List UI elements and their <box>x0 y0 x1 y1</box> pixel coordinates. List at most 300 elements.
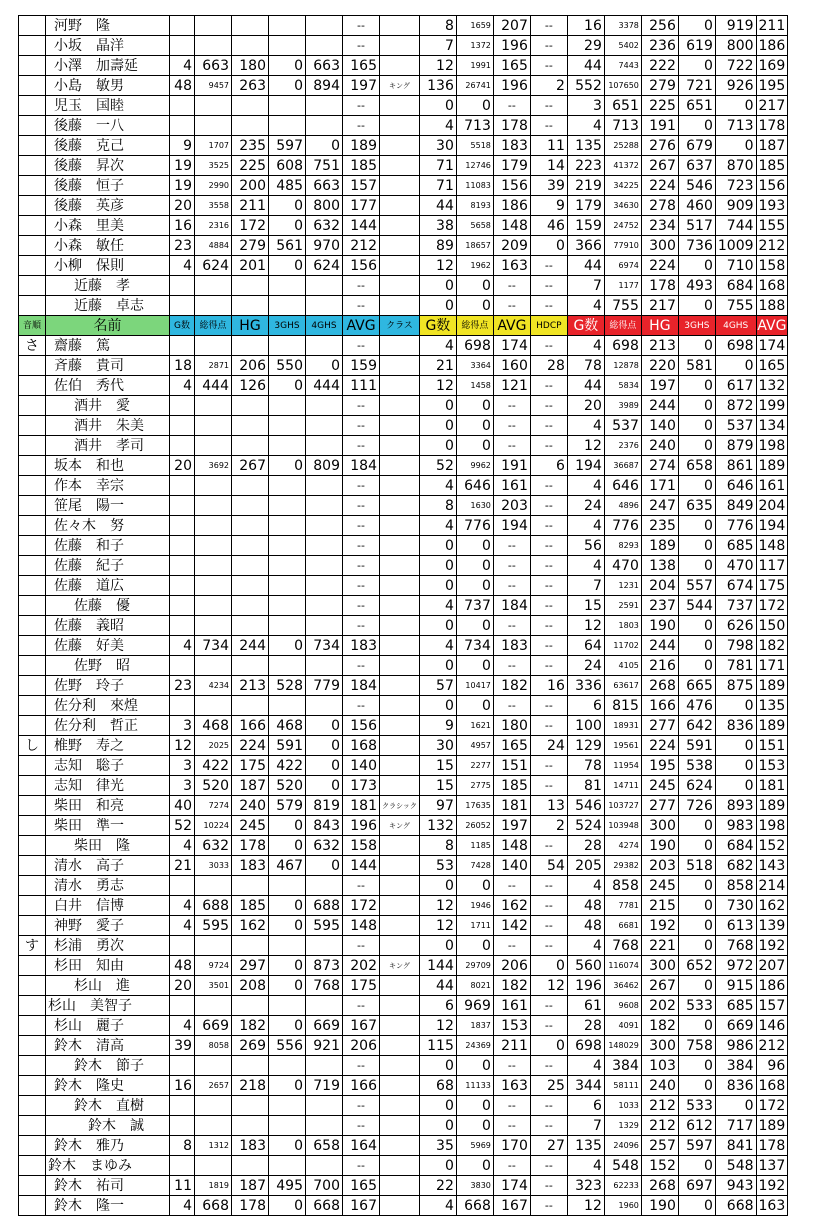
cell-hdcp: 25 <box>530 1076 567 1096</box>
cell-4ghs <box>306 516 343 536</box>
cell-avg: 177 <box>343 196 380 216</box>
cell-kana <box>19 656 46 676</box>
cell-avg: 158 <box>343 836 380 856</box>
cell-season-games: 12 <box>419 896 456 916</box>
table-row <box>19 1156 788 1176</box>
cell-class <box>380 1116 420 1136</box>
cell-all-hg: 268 <box>641 1176 678 1196</box>
cell-season-games: 4 <box>419 476 456 496</box>
cell-name: 小島 敏男 <box>46 76 170 96</box>
cell-season-avg: -- <box>493 436 530 456</box>
cell-avg: 156 <box>343 256 380 276</box>
table-row <box>19 56 788 76</box>
cell-all-4ghs: 723 <box>715 176 756 196</box>
cell-all-avg: 186 <box>756 36 788 56</box>
cell-all-games: 81 <box>567 776 604 796</box>
cell-all-hg: 152 <box>641 1156 678 1176</box>
cell-3ghs: 0 <box>269 956 306 976</box>
cell-all-4ghs: 0 <box>715 96 756 116</box>
cell-all-3ghs: 493 <box>678 276 715 296</box>
cell-kana <box>19 856 46 876</box>
cell-hdcp: 27 <box>530 1136 567 1156</box>
cell-all-4ghs: 548 <box>715 1156 756 1176</box>
cell-games: 23 <box>170 676 195 696</box>
cell-all-hg: 202 <box>641 996 678 1016</box>
cell-all-avg: 172 <box>756 596 788 616</box>
cell-total: 9724 <box>195 956 232 976</box>
cell-games <box>170 116 195 136</box>
cell-all-games: 44 <box>567 376 604 396</box>
cell-all-3ghs: 460 <box>678 196 715 216</box>
cell-hdcp: 39 <box>530 176 567 196</box>
cell-avg: 165 <box>343 1176 380 1196</box>
cell-avg: 175 <box>343 976 380 996</box>
cell-games <box>170 36 195 56</box>
cell-all-total: 1329 <box>604 1116 641 1136</box>
cell-3ghs <box>269 16 306 36</box>
cell-season-avg: 163 <box>493 256 530 276</box>
cell-all-4ghs: 0 <box>715 736 756 756</box>
cell-all-3ghs: 624 <box>678 776 715 796</box>
cell-name: 志知 律光 <box>46 776 170 796</box>
cell-hg: 183 <box>232 856 269 876</box>
cell-all-hg: 217 <box>641 296 678 316</box>
cell-4ghs: 444 <box>306 376 343 396</box>
cell-hdcp: 6 <box>530 456 567 476</box>
cell-all-total: 1803 <box>604 616 641 636</box>
cell-season-total: 0 <box>456 616 493 636</box>
cell-class <box>380 916 420 936</box>
cell-kana <box>19 416 46 436</box>
cell-season-games: 0 <box>419 1116 456 1136</box>
table-row <box>19 276 788 296</box>
cell-hdcp: -- <box>530 876 567 896</box>
cell-avg: 196 <box>343 816 380 836</box>
cell-avg: -- <box>343 116 380 136</box>
cell-all-total: 24752 <box>604 216 641 236</box>
cell-class <box>380 516 420 536</box>
cell-hg: 187 <box>232 776 269 796</box>
cell-all-3ghs: 581 <box>678 356 715 376</box>
cell-all-games: 56 <box>567 536 604 556</box>
cell-avg: -- <box>343 996 380 1016</box>
cell-hdcp: 2 <box>530 76 567 96</box>
cell-total <box>195 476 232 496</box>
cell-games <box>170 1156 195 1176</box>
header-kana: 音順 <box>19 316 46 336</box>
cell-avg: -- <box>343 1096 380 1116</box>
cell-all-hg: 300 <box>641 1036 678 1056</box>
cell-class <box>380 736 420 756</box>
cell-season-total: 0 <box>456 696 493 716</box>
cell-season-games: 38 <box>419 216 456 236</box>
cell-name: 小柳 保則 <box>46 256 170 276</box>
cell-season-games: 35 <box>419 1136 456 1156</box>
cell-all-games: 4 <box>567 336 604 356</box>
cell-hg: 297 <box>232 956 269 976</box>
cell-all-games: 552 <box>567 76 604 96</box>
cell-kana: す <box>19 936 46 956</box>
cell-games <box>170 436 195 456</box>
cell-hdcp: -- <box>530 776 567 796</box>
cell-avg: 184 <box>343 676 380 696</box>
cell-season-total: 11133 <box>456 1076 493 1096</box>
cell-name: 佐藤 優 <box>46 596 170 616</box>
cell-name: 河野 隆 <box>46 16 170 36</box>
cell-season-avg: 161 <box>493 996 530 1016</box>
cell-avg: -- <box>343 556 380 576</box>
cell-3ghs <box>269 1156 306 1176</box>
header-season-games: G数 <box>419 316 456 336</box>
cell-4ghs <box>306 536 343 556</box>
table-header <box>19 316 788 336</box>
cell-total: 3692 <box>195 456 232 476</box>
cell-total <box>195 536 232 556</box>
table-row <box>19 196 788 216</box>
cell-all-hg: 244 <box>641 396 678 416</box>
cell-all-3ghs: 758 <box>678 1036 715 1056</box>
cell-all-hg: 267 <box>641 156 678 176</box>
cell-hg: 225 <box>232 156 269 176</box>
cell-4ghs: 719 <box>306 1076 343 1096</box>
cell-all-total: 2376 <box>604 436 641 456</box>
cell-4ghs <box>306 616 343 636</box>
cell-all-hg: 166 <box>641 696 678 716</box>
cell-season-games: 0 <box>419 96 456 116</box>
cell-season-total: 0 <box>456 276 493 296</box>
cell-class <box>380 856 420 876</box>
cell-all-avg: 137 <box>756 1156 788 1176</box>
cell-season-avg: 180 <box>493 716 530 736</box>
cell-name: 鈴木 直樹 <box>46 1096 170 1116</box>
cell-total: 2990 <box>195 176 232 196</box>
cell-4ghs <box>306 1156 343 1176</box>
cell-4ghs: 809 <box>306 456 343 476</box>
cell-games <box>170 656 195 676</box>
cell-avg: 166 <box>343 1076 380 1096</box>
cell-all-4ghs: 537 <box>715 416 756 436</box>
cell-all-hg: 221 <box>641 936 678 956</box>
cell-all-games: 336 <box>567 676 604 696</box>
cell-all-3ghs: 0 <box>678 976 715 996</box>
cell-total <box>195 576 232 596</box>
cell-3ghs <box>269 396 306 416</box>
cell-class <box>380 696 420 716</box>
cell-4ghs <box>306 476 343 496</box>
cell-class <box>380 396 420 416</box>
cell-all-avg: 117 <box>756 556 788 576</box>
cell-games <box>170 296 195 316</box>
cell-season-games: 89 <box>419 236 456 256</box>
cell-name: 酒井 孝司 <box>46 436 170 456</box>
cell-season-games: 0 <box>419 876 456 896</box>
cell-name: 柴田 準一 <box>46 816 170 836</box>
cell-hg <box>232 1056 269 1076</box>
cell-total <box>195 1056 232 1076</box>
cell-all-hg: 300 <box>641 816 678 836</box>
cell-all-avg: 153 <box>756 756 788 776</box>
cell-season-total: 734 <box>456 636 493 656</box>
cell-hdcp: 46 <box>530 216 567 236</box>
table-row <box>19 776 788 796</box>
cell-all-total: 11954 <box>604 756 641 776</box>
cell-all-games: 205 <box>567 856 604 876</box>
cell-class <box>380 496 420 516</box>
cell-all-hg: 191 <box>641 116 678 136</box>
cell-total: 10224 <box>195 816 232 836</box>
cell-hdcp: 0 <box>530 956 567 976</box>
cell-3ghs: 467 <box>269 856 306 876</box>
cell-total <box>195 96 232 116</box>
table-row <box>19 1056 788 1076</box>
cell-kana <box>19 136 46 156</box>
cell-kana: し <box>19 736 46 756</box>
cell-season-total: 29709 <box>456 956 493 976</box>
cell-4ghs: 734 <box>306 636 343 656</box>
cell-all-total: 18931 <box>604 716 641 736</box>
cell-all-3ghs: 0 <box>678 416 715 436</box>
cell-kana <box>19 396 46 416</box>
cell-all-total: 6974 <box>604 256 641 276</box>
cell-all-avg: 172 <box>756 1096 788 1116</box>
cell-hdcp: 24 <box>530 736 567 756</box>
table-row <box>19 756 788 776</box>
cell-season-total: 1837 <box>456 1016 493 1036</box>
cell-3ghs <box>269 116 306 136</box>
cell-class <box>380 676 420 696</box>
cell-all-4ghs: 669 <box>715 1016 756 1036</box>
cell-kana <box>19 36 46 56</box>
cell-all-avg: 134 <box>756 416 788 436</box>
cell-all-total: 36687 <box>604 456 641 476</box>
cell-season-games: 53 <box>419 856 456 876</box>
cell-3ghs: 561 <box>269 236 306 256</box>
cell-total: 632 <box>195 836 232 856</box>
cell-games <box>170 476 195 496</box>
cell-4ghs: 873 <box>306 956 343 976</box>
cell-all-hg: 279 <box>641 76 678 96</box>
cell-4ghs: 800 <box>306 196 343 216</box>
cell-class <box>380 1016 420 1036</box>
cell-all-3ghs: 0 <box>678 1156 715 1176</box>
cell-all-avg: 143 <box>756 856 788 876</box>
cell-hg: 180 <box>232 56 269 76</box>
cell-name: 杉田 知由 <box>46 956 170 976</box>
cell-all-3ghs: 0 <box>678 1016 715 1036</box>
cell-total <box>195 596 232 616</box>
cell-avg: 172 <box>343 896 380 916</box>
cell-hdcp: -- <box>530 716 567 736</box>
cell-all-3ghs: 0 <box>678 396 715 416</box>
cell-avg: -- <box>343 616 380 636</box>
cell-class <box>380 116 420 136</box>
cell-all-avg: 214 <box>756 876 788 896</box>
cell-class <box>380 896 420 916</box>
cell-kana <box>19 476 46 496</box>
table-row <box>19 816 788 836</box>
cell-all-hg: 212 <box>641 1096 678 1116</box>
cell-kana <box>19 876 46 896</box>
cell-kana <box>19 456 46 476</box>
cell-season-avg: 142 <box>493 916 530 936</box>
table-row <box>19 256 788 276</box>
cell-total: 2657 <box>195 1076 232 1096</box>
cell-season-games: 144 <box>419 956 456 976</box>
table-row <box>19 896 788 916</box>
cell-season-avg: 170 <box>493 1136 530 1156</box>
cell-all-games: 12 <box>567 1196 604 1216</box>
cell-name: 椎野 寿之 <box>46 736 170 756</box>
cell-season-avg: -- <box>493 536 530 556</box>
cell-hdcp: -- <box>530 1156 567 1176</box>
cell-4ghs <box>306 396 343 416</box>
cell-all-4ghs: 713 <box>715 116 756 136</box>
cell-season-games: 0 <box>419 396 456 416</box>
cell-all-games: 29 <box>567 36 604 56</box>
cell-total: 663 <box>195 56 232 76</box>
cell-class <box>380 256 420 276</box>
cell-total <box>195 996 232 1016</box>
cell-season-games: 30 <box>419 736 456 756</box>
cell-all-4ghs: 684 <box>715 836 756 856</box>
cell-games: 48 <box>170 956 195 976</box>
cell-all-3ghs: 533 <box>678 1096 715 1116</box>
cell-4ghs: 595 <box>306 916 343 936</box>
cell-season-total: 0 <box>456 296 493 316</box>
cell-all-4ghs: 870 <box>715 156 756 176</box>
cell-all-games: 194 <box>567 456 604 476</box>
cell-3ghs: 0 <box>269 216 306 236</box>
cell-total: 8058 <box>195 1036 232 1056</box>
cell-3ghs: 0 <box>269 916 306 936</box>
cell-all-3ghs: 0 <box>678 1196 715 1216</box>
cell-class <box>380 656 420 676</box>
cell-total <box>195 656 232 676</box>
cell-hg <box>232 36 269 56</box>
cell-name: 小森 敏任 <box>46 236 170 256</box>
cell-all-4ghs: 781 <box>715 656 756 676</box>
cell-class <box>380 576 420 596</box>
table-row <box>19 656 788 676</box>
cell-hg <box>232 1096 269 1116</box>
cell-season-avg: -- <box>493 556 530 576</box>
cell-3ghs <box>269 1096 306 1116</box>
cell-all-4ghs: 858 <box>715 876 756 896</box>
cell-avg: 159 <box>343 356 380 376</box>
cell-kana <box>19 1136 46 1156</box>
cell-4ghs: 700 <box>306 1176 343 1196</box>
cell-all-hg: 300 <box>641 956 678 976</box>
cell-kana <box>19 1016 46 1036</box>
cell-total: 1707 <box>195 136 232 156</box>
cell-name: 柴田 隆 <box>46 836 170 856</box>
cell-all-total: 3989 <box>604 396 641 416</box>
cell-all-4ghs: 722 <box>715 56 756 76</box>
cell-all-hg: 234 <box>641 216 678 236</box>
cell-total: 2025 <box>195 736 232 756</box>
cell-class <box>380 136 420 156</box>
cell-avg: -- <box>343 336 380 356</box>
cell-4ghs: 0 <box>306 736 343 756</box>
cell-kana <box>19 1096 46 1116</box>
cell-total: 4234 <box>195 676 232 696</box>
cell-kana <box>19 116 46 136</box>
cell-season-avg: 148 <box>493 836 530 856</box>
cell-3ghs <box>269 96 306 116</box>
cell-all-total: 77910 <box>604 236 641 256</box>
cell-all-3ghs: 0 <box>678 116 715 136</box>
cell-hg: 208 <box>232 976 269 996</box>
cell-hdcp: -- <box>530 116 567 136</box>
cell-hdcp: -- <box>530 756 567 776</box>
table-row <box>19 296 788 316</box>
cell-hdcp: -- <box>530 336 567 356</box>
cell-class <box>380 456 420 476</box>
cell-name: 後藤 克己 <box>46 136 170 156</box>
cell-all-hg: 215 <box>641 896 678 916</box>
header-total: 総得点 <box>195 316 232 336</box>
cell-avg: 185 <box>343 156 380 176</box>
cell-season-games: 0 <box>419 296 456 316</box>
cell-kana <box>19 796 46 816</box>
cell-name: 鈴木 節子 <box>46 1056 170 1076</box>
cell-hdcp: -- <box>530 396 567 416</box>
cell-avg: 184 <box>343 456 380 476</box>
cell-all-4ghs: 755 <box>715 296 756 316</box>
cell-avg: 165 <box>343 56 380 76</box>
cell-total <box>195 556 232 576</box>
cell-season-avg: 178 <box>493 116 530 136</box>
cell-all-games: 24 <box>567 656 604 676</box>
cell-all-total: 148029 <box>604 1036 641 1056</box>
cell-season-avg: 163 <box>493 1076 530 1096</box>
cell-hdcp: -- <box>530 296 567 316</box>
cell-hg <box>232 576 269 596</box>
table-row <box>19 536 788 556</box>
cell-season-avg: 156 <box>493 176 530 196</box>
cell-hdcp: -- <box>530 996 567 1016</box>
cell-hdcp: -- <box>530 36 567 56</box>
cell-4ghs: 668 <box>306 1196 343 1216</box>
cell-all-avg: 189 <box>756 1116 788 1136</box>
cell-class <box>380 216 420 236</box>
table-row <box>19 476 788 496</box>
cell-season-total: 776 <box>456 516 493 536</box>
cell-all-4ghs: 768 <box>715 936 756 956</box>
cell-4ghs <box>306 696 343 716</box>
cell-avg: 168 <box>343 736 380 756</box>
cell-4ghs: 632 <box>306 216 343 236</box>
cell-avg: -- <box>343 1056 380 1076</box>
cell-class <box>380 716 420 736</box>
cell-season-total: 1991 <box>456 56 493 76</box>
cell-3ghs <box>269 536 306 556</box>
cell-all-games: 4 <box>567 876 604 896</box>
cell-kana <box>19 276 46 296</box>
cell-games: 4 <box>170 636 195 656</box>
cell-all-games: 4 <box>567 416 604 436</box>
cell-kana <box>19 516 46 536</box>
cell-4ghs <box>306 436 343 456</box>
table-row <box>19 556 788 576</box>
cell-season-total: 668 <box>456 1196 493 1216</box>
cell-all-hg: 245 <box>641 876 678 896</box>
cell-season-total: 0 <box>456 396 493 416</box>
cell-all-4ghs: 470 <box>715 556 756 576</box>
cell-kana <box>19 156 46 176</box>
cell-all-3ghs: 0 <box>678 816 715 836</box>
cell-all-avg: 135 <box>756 696 788 716</box>
